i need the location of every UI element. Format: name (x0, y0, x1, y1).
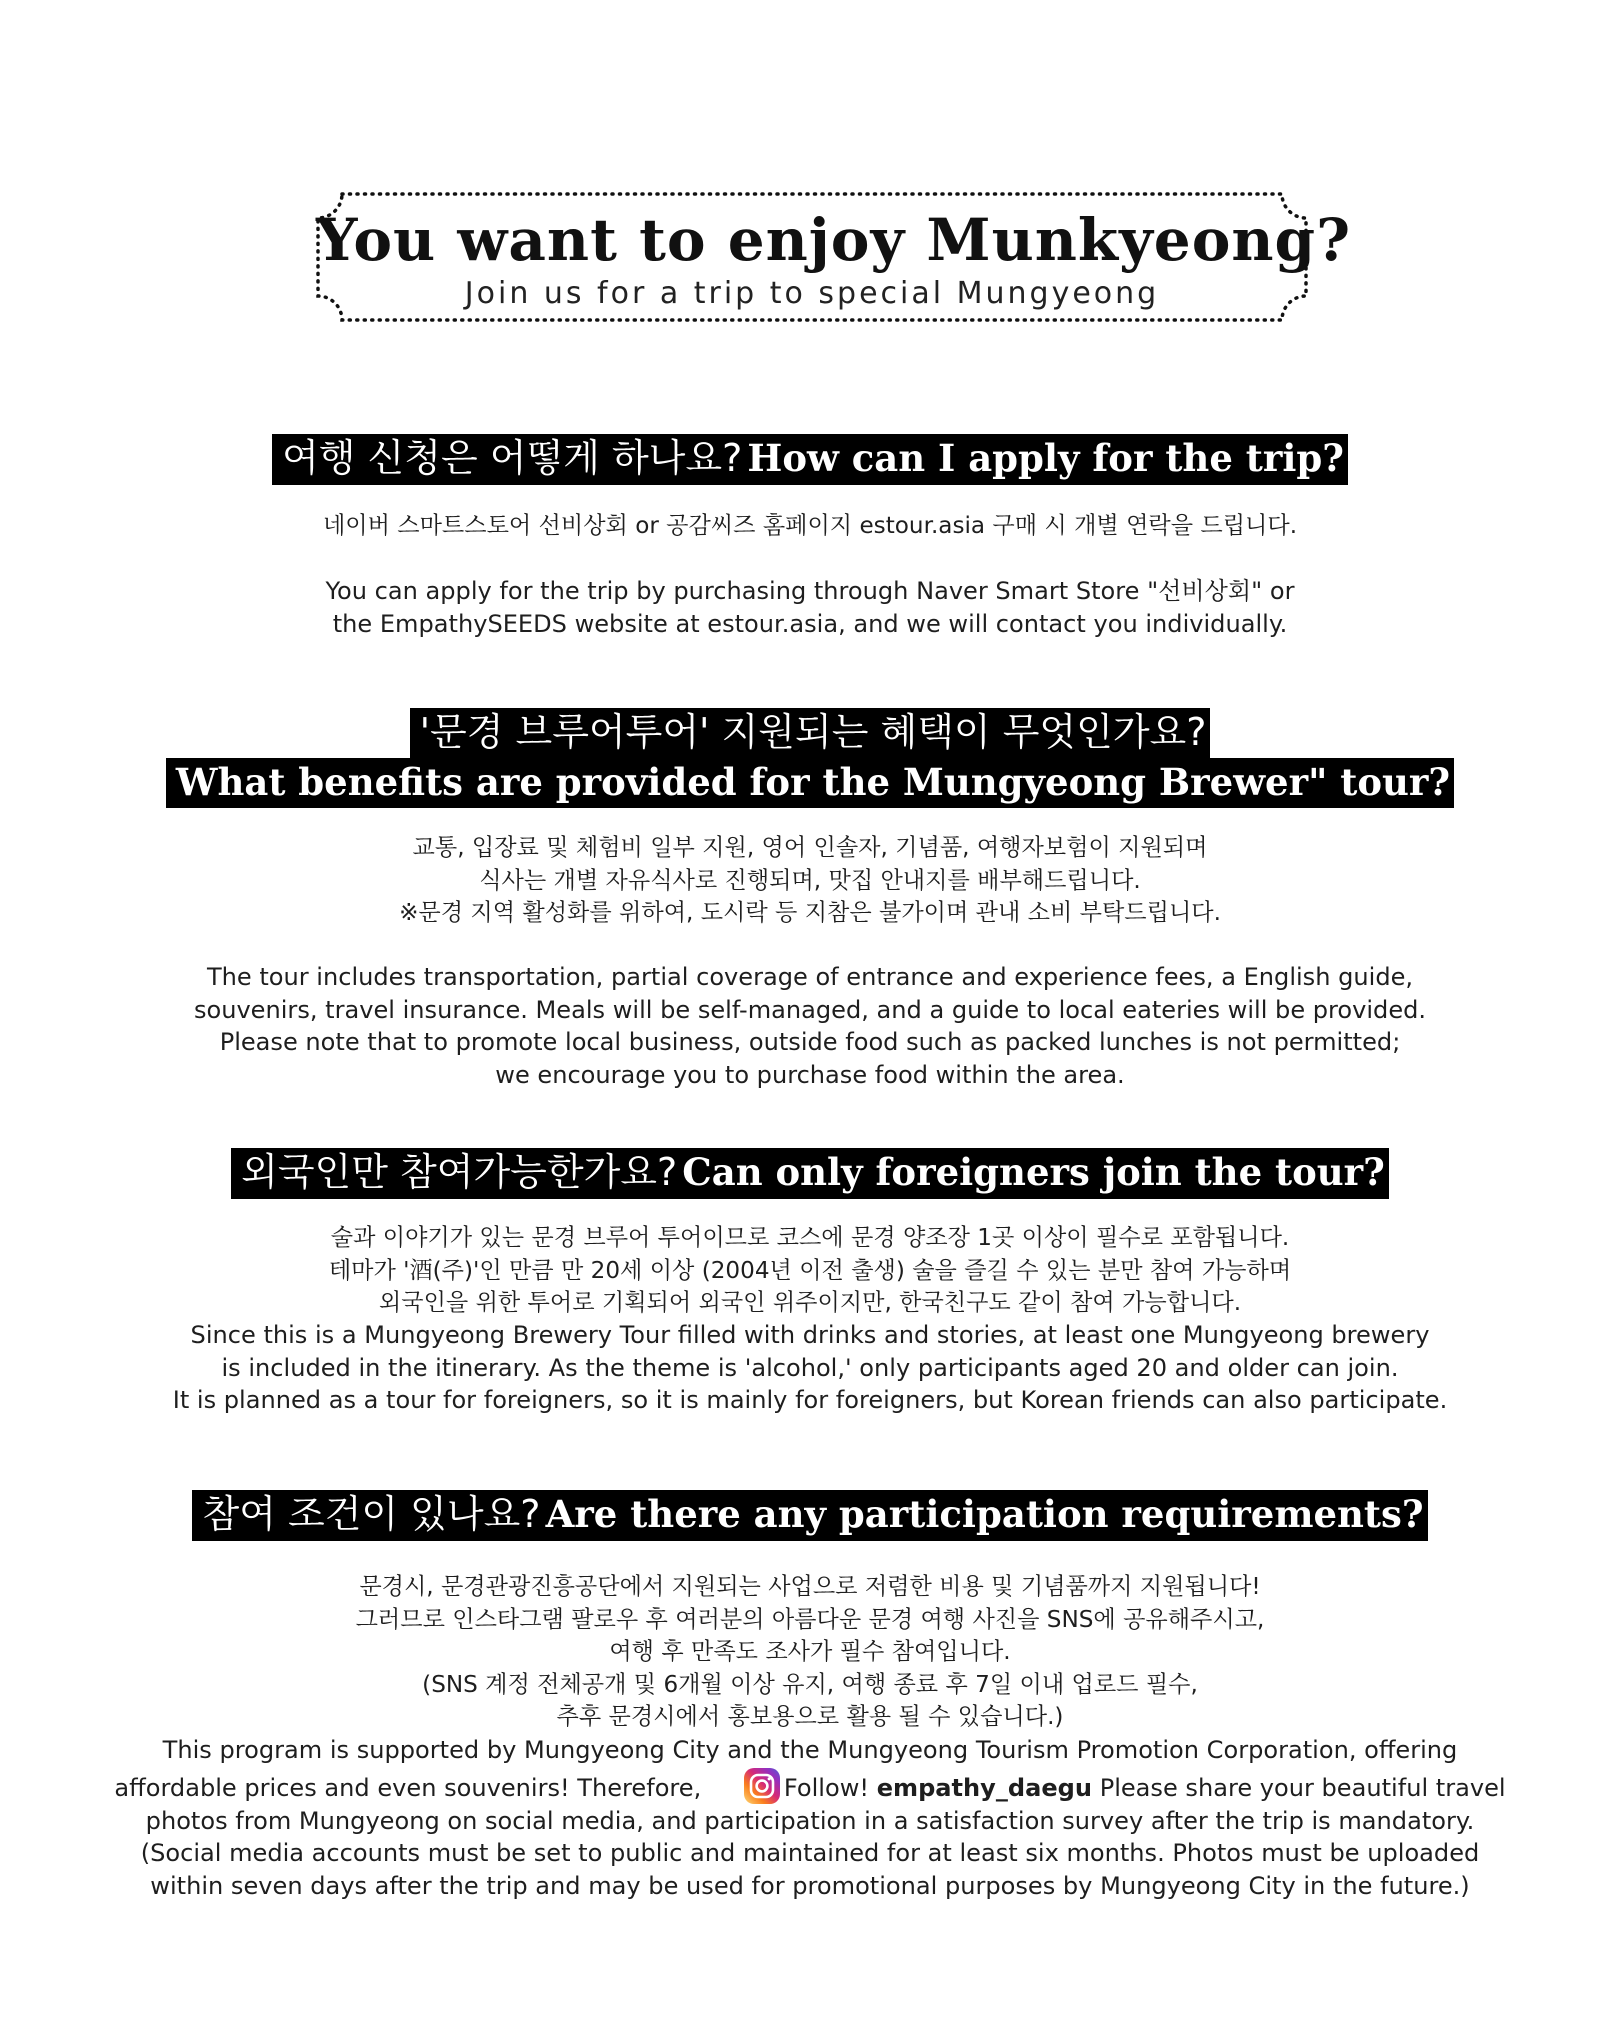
text-line: is included in the itinerary. As the theme is 'alcohol,' only participants aged 20 and older can join. (221, 1353, 1399, 1382)
section-1-ko-text (0, 510, 1620, 543)
heading-bar (231, 1148, 1389, 1199)
heading-en: How can I apply for the trip? (747, 436, 1344, 480)
text-line: photos from Mungyeong on social media, and participation in a satisfaction survey after the trip is mandatory. (145, 1806, 1475, 1835)
text-line: the EmpathySEEDS website at estour.asia, and we will contact you individually. (332, 609, 1288, 638)
heading-bar (166, 758, 1454, 808)
text-line: (Social media accounts must be set to public and maintained for at least six months. Photos must be uploaded (140, 1839, 1480, 1867)
instagram-handle[interactable]: empathy_daegu (876, 1773, 1093, 1802)
instagram-icon (743, 1767, 781, 1805)
section-1-en-text (0, 575, 1620, 640)
text-line: Since this is a Mungyeong Brewery Tour filled with drinks and stories, at least one Mungyeong brewery (190, 1321, 1430, 1349)
text-line: (SNS 계정 전체공개 및 6개월 이상 유지, 여행 종료 후 7일 이내 업로드 필수, (422, 1671, 1198, 1698)
section-4-ko-text (0, 1571, 1620, 1734)
section-1-heading (0, 434, 1620, 485)
heading-bar (272, 434, 1348, 485)
heading-bar (410, 708, 1211, 759)
text-line: within seven days after the trip and may be used for promotional purposes by Mungyeong City in the future.) (150, 1871, 1470, 1900)
text-line: 외국인을 위한 투어로 기획되어 외국인 위주이지만, 한국친구도 같이 참여 가능합니다. (378, 1290, 1242, 1316)
section-4-heading (0, 1490, 1620, 1541)
heading-ko: 외국인만 참여가능한가요? (241, 1150, 678, 1194)
section-3-ko-text (0, 1222, 1620, 1320)
section-3-en-text (0, 1319, 1620, 1417)
section-2-heading-en (0, 758, 1620, 808)
sub-title: Join us for a trip to special Mungyeong (464, 276, 1160, 311)
heading-en: Can only foreigners join the tour? (682, 1150, 1385, 1194)
text-line: 문경시, 문경관광진흥공단에서 지원되는 사업으로 저렴한 비용 및 기념품까지 지원됩니다! (359, 1574, 1261, 1600)
text-line: 추후 문경시에서 홍보용으로 활용 될 수 있습니다.) (556, 1704, 1064, 1730)
text-segment: Please share your beautiful travel (1099, 1773, 1506, 1802)
heading-en: Are there any participation requirements? (545, 1492, 1424, 1536)
text-line: It is planned as a tour for foreigners, so it is mainly for foreigners, but Korean friends can also participate. (172, 1386, 1448, 1414)
section-3-heading (0, 1148, 1620, 1199)
text-line-with-instagram (0, 1767, 1620, 1805)
text-line: The tour includes transportation, partial coverage of entrance and experience fees, a English guide, (206, 963, 1414, 991)
heading-ko: 참여 조건이 있나요? (202, 1492, 541, 1536)
text-line: 여행 후 만족도 조사가 필수 참여입니다. (609, 1639, 1011, 1665)
text-line: This program is supported by Mungyeong City and the Mungyeong Tourism Promotion Corporation, offering (162, 1736, 1458, 1764)
heading-bar (192, 1490, 1427, 1541)
main-title: You want to enjoy Munkyeong? (316, 206, 1352, 274)
section-4-en-text (0, 1734, 1620, 1902)
text-line: Please note that to promote local business, outside food such as packed lunches is not permitted; (219, 1028, 1401, 1056)
text-line: 교통, 입장료 및 체험비 일부 지원, 영어 인솔자, 기념품, 여행자보험이 지원되며 (412, 835, 1208, 861)
title-box (316, 192, 1352, 322)
text-line: we encourage you to purchase food within the area. (495, 1060, 1125, 1089)
heading-ko: 여행 신청은 어떻게 하나요? (282, 436, 743, 480)
section-2-ko-text (0, 832, 1620, 930)
section-2-heading (0, 708, 1620, 759)
heading-ko: '문경 브루어투어' 지원되는 혜택이 무엇인가요? (419, 710, 1207, 754)
text-segment: affordable prices and even souvenirs! Therefore, (114, 1773, 702, 1802)
text-line: 네이버 스마트스토어 선비상회 or 공감씨즈 홈페이지 estour.asia 구매 시 개별 연락을 드립니다. (322, 513, 1298, 539)
text-line: ※문경 지역 활성화를 위하여, 도시락 등 지참은 불가이며 관내 소비 부탁드립니다. (399, 900, 1221, 926)
text-line: You can apply for the trip by purchasing through Naver Smart Store "선비상회" or (325, 577, 1295, 605)
follow-label: Follow! (783, 1773, 870, 1802)
text-line: 식사는 개별 자유식사로 진행되며, 맛집 안내지를 배부해드립니다. (479, 867, 1141, 894)
text-line: 술과 이야기가 있는 문경 브루어 투어이므로 코스에 문경 양조장 1곳 이상이 필수로 포함됩니다. (330, 1225, 1290, 1251)
text-line: souvenirs, travel insurance. Meals will be self-managed, and a guide to local eateries will be provided. (193, 995, 1427, 1024)
heading-en: What benefits are provided for the Mungyeong Brewer" tour? (175, 760, 1451, 804)
text-line: 테마가 '酒(주)'인 만큼 만 20세 이상 (2004년 이전 출생) 술을 즐길 수 있는 분만 참여 가능하며 (328, 1257, 1292, 1284)
section-2-en-text (0, 961, 1620, 1091)
text-line: 그러므로 인스타그램 팔로우 후 여러분의 아름다운 문경 여행 사진을 SNS에 공유해주시고, (355, 1606, 1265, 1633)
